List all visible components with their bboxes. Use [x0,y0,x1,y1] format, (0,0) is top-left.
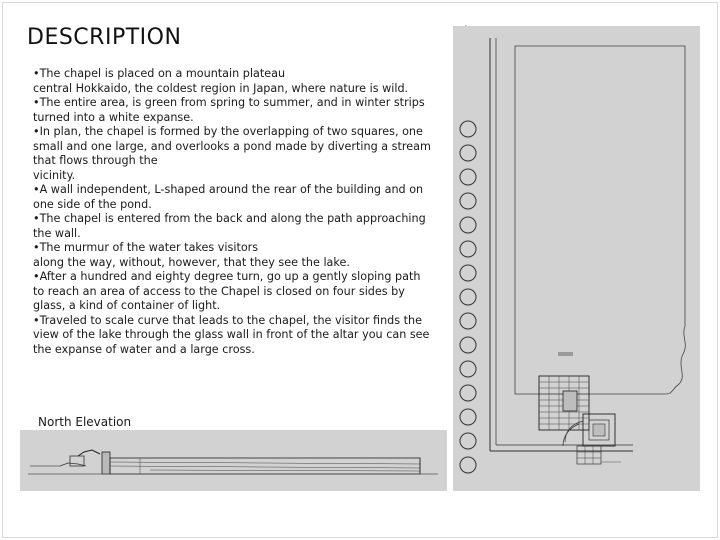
description-paragraph: •Traveled to scale curve that leads to the chapel, the visitor finds the view of the lake through the glass wall in front of the altar you can see the expanse of water and a large cross. [33,313,430,356]
site-plan-drawing [453,26,700,491]
description-paragraph: •The murmur of the water takes visitors along the way, without, however, that they see the lake. [33,241,350,269]
description-paragraph: •The chapel is placed on a mountain plateau central Hokkaido, the coldest region in Japan, where nature is wild. [33,67,409,95]
north-elevation-drawing [20,430,447,491]
elevation-caption: North Elevation [38,415,132,429]
description-paragraph: •The entire area, is green from spring to summer, and in winter strips turned into a white expanse. [33,96,425,124]
description-paragraph: •After a hundred and eighty degree turn, go up a gently sloping path to reach an area of access to the Chapel is closed on four sides by glass, a kind of container of light. [33,270,421,312]
description-paragraph: •In plan, the chapel is formed by the overlapping of two squares, one small and one large, and overlooks a pond made by diverting a stream that flows through the vicinity. [33,125,431,182]
description-paragraph: •A wall independent, L-shaped around the rear of the building and on one side of the pond. [33,183,424,211]
description-text [33,67,435,357]
slide-title: DESCRIPTION [27,25,182,50]
description-paragraph: •The chapel is entered from the back and along the path approaching the wall. [33,212,426,240]
